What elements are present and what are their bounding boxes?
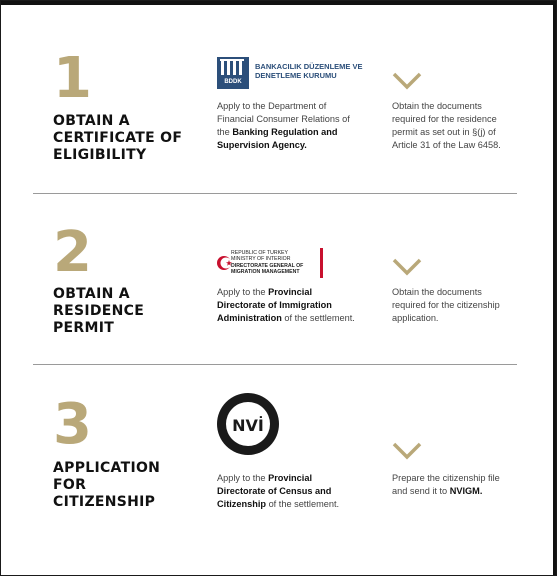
step-note: Prepare the citizenship file and send it to NVIGM. [392, 473, 500, 496]
step-number: 2 [53, 220, 92, 285]
ministry-name: REPUBLIC OF TURKEY MINISTRY OF INTERIOR DIRECTORATE GENERAL OF MIGRATION MANAGEMENT [231, 250, 304, 275]
step-note: Obtain the documents required for the residence permit as set out in §(j) of Article 31 of the Law 6458. [392, 101, 501, 150]
divider [33, 364, 517, 365]
step-title: OBTAIN A CERTIFICATE OF ELIGIBILITY [53, 113, 183, 163]
bddk-logo [217, 57, 377, 91]
logo-accent-bar [320, 248, 323, 278]
step-number: 1 [53, 46, 92, 111]
step-description: Apply to the Provincial Directorate of Immigration Administration of the settlement. [217, 287, 355, 323]
chevron-down-icon [391, 441, 423, 461]
bddk-emblem-icon: BDDK [217, 57, 249, 89]
nvi-logo [217, 393, 279, 455]
step-title: OBTAIN A RESIDENCE PERMIT [53, 286, 145, 336]
step-number: 3 [53, 392, 92, 457]
divider [33, 193, 517, 194]
chevron-down-icon [391, 257, 423, 277]
bddk-name: BANKACILIK DÜZENLEME VE DENETLEME KURUMU [255, 62, 363, 80]
step-description: Apply to the Department of Financial Consumer Relations of the Banking Regulation and Supervision Agency. [217, 101, 350, 150]
step-title: APPLICATION FOR CITIZENSHIP [53, 460, 161, 510]
ministry-of-interior-logo [217, 248, 325, 278]
step-description: Apply to the Provincial Directorate of Census and Citizenship of the settlement. [217, 473, 340, 509]
chevron-down-icon [391, 71, 423, 91]
nvi-seal-icon: NVİ [217, 393, 279, 455]
step-note: Obtain the documents required for the citizenship application. [392, 287, 500, 323]
